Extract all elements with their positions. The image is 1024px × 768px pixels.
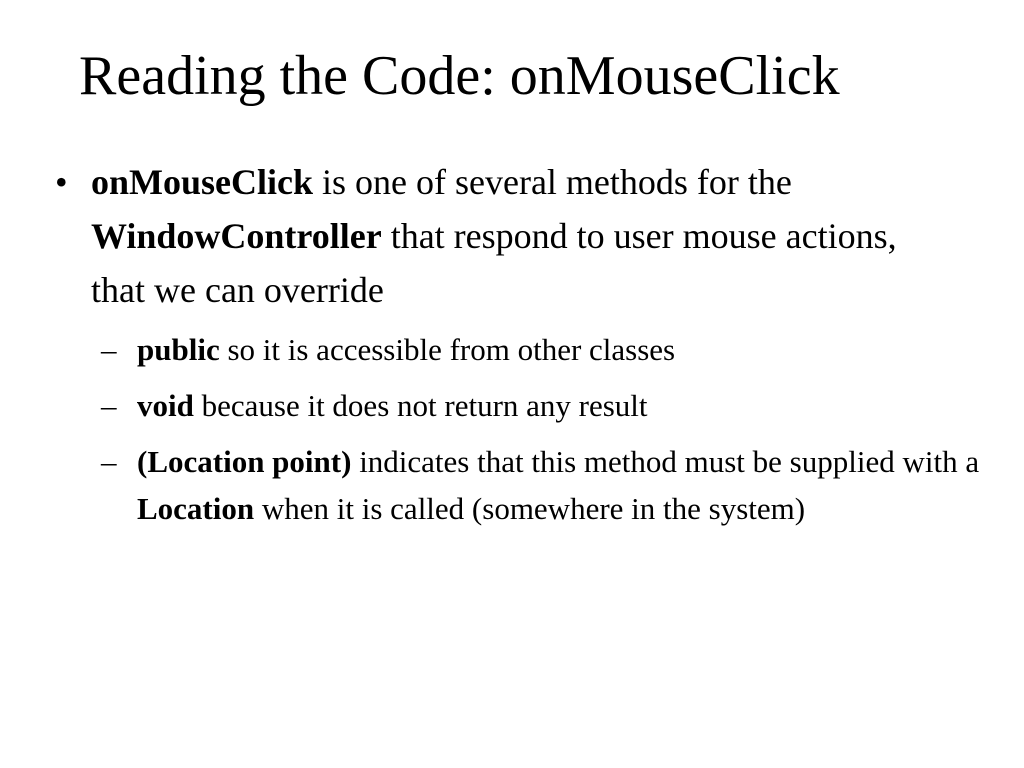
bullet-text-part-2: that respond to user mouse actions, that we can override (91, 216, 897, 310)
slide-title: Reading the Code: onMouseClick (79, 45, 840, 107)
subbullet-bold-term: (Location point) (137, 444, 352, 479)
bullet-bold-term-windowcontroller: WindowController (91, 216, 382, 256)
subbullet-text-part-1: indicates that this method must be supplied with a (351, 444, 980, 479)
subbullet-marker: – (101, 332, 117, 367)
bullet-text-part-1: is one of several methods for the (313, 162, 792, 202)
subbullet-bold-term: void (137, 388, 194, 423)
subbullet-item-public (101, 326, 997, 373)
subbullet-text-part-2: when it is called (somewhere in the system) (254, 491, 806, 526)
subbullet-bold-term-location: Location (137, 491, 255, 526)
subbullet-marker: – (101, 388, 117, 423)
bullet-list (0, 155, 1024, 532)
subbullet-marker: – (101, 444, 117, 479)
subbullet-item-location-point (101, 438, 997, 532)
subbullet-bold-term: public (137, 332, 220, 367)
subbullet-item-void (101, 382, 997, 429)
subbullet-text: because it does not return any result (193, 388, 648, 423)
bullet-item (55, 155, 951, 317)
bullet-marker: • (55, 162, 68, 202)
subbullet-text: so it is accessible from other classes (219, 332, 676, 367)
bullet-bold-term-onmouseclick: onMouseClick (91, 162, 314, 202)
